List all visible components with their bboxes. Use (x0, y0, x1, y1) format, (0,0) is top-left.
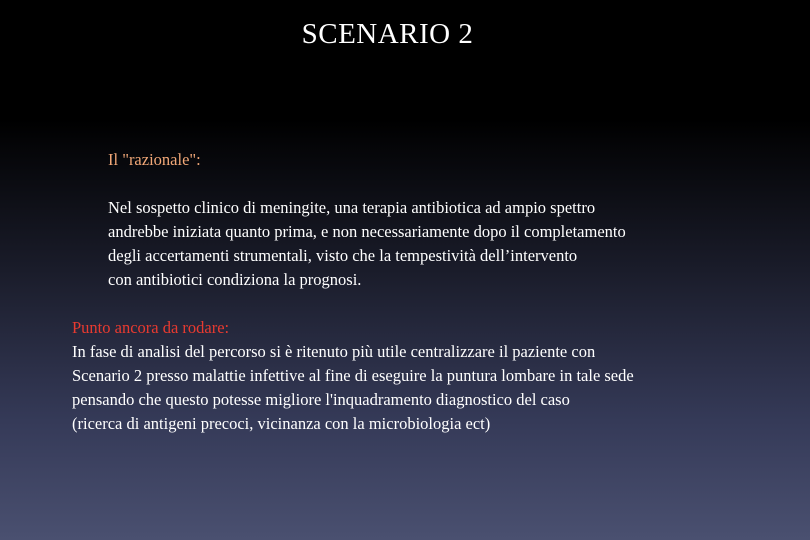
rationale-heading: Il "razionale": (108, 150, 201, 169)
todo-line: (ricerca di antigeni precoci, vicinanza con la microbiologia ect) (72, 414, 491, 433)
rationale-line: Nel sospetto clinico di meningite, una terapia antibiotica ad ampio spettro (108, 198, 596, 217)
todo-section (72, 316, 792, 436)
rationale-line: andrebbe iniziata quanto prima, e non necessariamente dopo il completamento (108, 222, 626, 241)
slide-title: SCENARIO 2 (301, 18, 474, 50)
rationale-body (108, 196, 768, 292)
todo-line: pensando che questo potesse migliore l'inquadramento diagnostico del caso (72, 390, 570, 409)
rationale-line: con antibiotici condiziona la prognosi. (108, 270, 362, 289)
todo-line: Scenario 2 presso malattie infettive al fine di eseguire la puntura lombare in tale sede (72, 366, 634, 385)
todo-line: In fase di analisi del percorso si è ritenuto più utile centralizzare il paziente con (72, 342, 596, 361)
todo-heading: Punto ancora da rodare: (72, 318, 230, 337)
rationale-section (108, 148, 768, 292)
todo-body (72, 340, 792, 436)
rationale-line: degli accertamenti strumentali, visto che la tempestività dell’intervento (108, 246, 578, 265)
